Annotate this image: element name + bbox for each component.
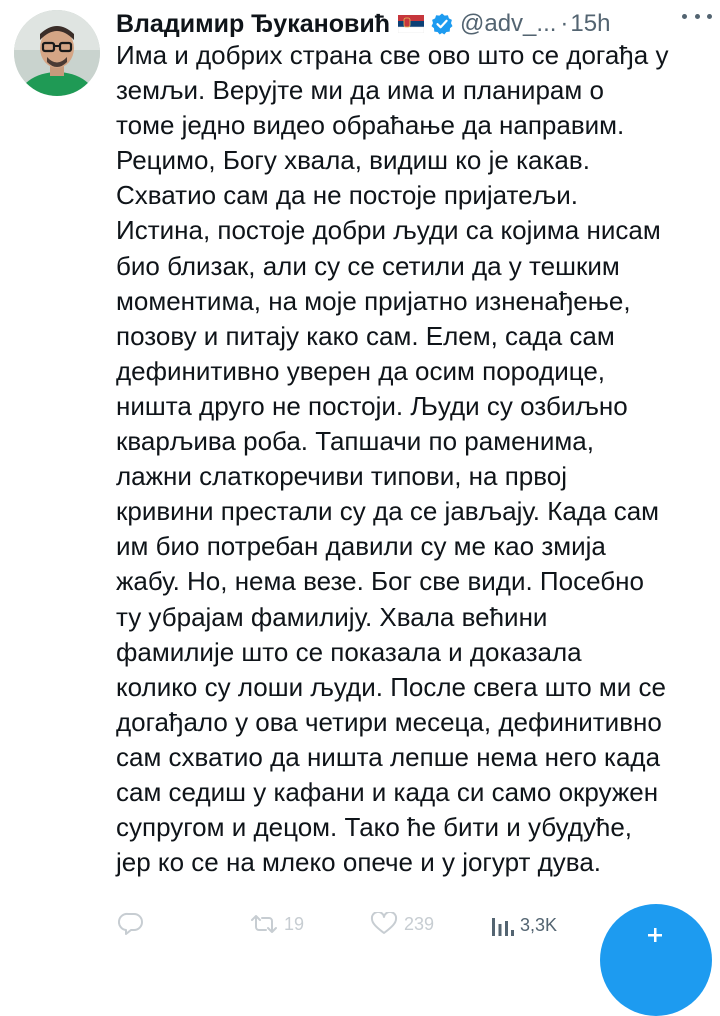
verified-badge-icon [430, 12, 454, 36]
serbian-flag-icon [398, 15, 424, 33]
tweet-text-line: томе једно видео обраћање да направим. [116, 110, 625, 141]
tweet-text-line: догађало у ова четири месеца, дефинитивно [116, 706, 662, 737]
tweet-text-line: жабу. Но, нема везе. Бог све види. Посебно [116, 566, 644, 597]
tweet-text-line: ту убрајам фамилију. Хвала већини [116, 601, 548, 632]
author-handle[interactable]: @adv_... [460, 10, 557, 37]
retweet-icon [250, 912, 278, 936]
tweet-text-line: колико су лоши људи. После свега што ми се [116, 671, 667, 702]
tweet-text-line: позову и питају како сам. Елем, сада сам [116, 320, 615, 351]
reply-button[interactable] [118, 912, 144, 936]
tweet-text-line: сам схватио да ништа лепше нема него када [116, 741, 661, 772]
tweet-text-line: кварљива роба. Тапшачи по раменима, [116, 426, 594, 457]
separator-dot: · [560, 10, 569, 37]
heart-icon [370, 912, 398, 936]
tweet-text-line: кривини престали су да се јављају. Када сам [116, 496, 660, 527]
retweet-count: 19 [284, 913, 305, 934]
tweet-text-line: моментима, на моје пријатно изненађење, [116, 285, 631, 316]
avatar[interactable] [14, 10, 100, 96]
tweet-time[interactable]: 15h [570, 10, 611, 37]
tweet-text-line: Истина, постоје добри људи са којима нисам [116, 215, 661, 246]
tweet-text-line: Схватио сам да не постоје пријатељи. [116, 180, 578, 211]
reply-icon [118, 912, 144, 936]
like-button[interactable] [370, 912, 434, 936]
retweet-button[interactable] [250, 912, 304, 936]
tweet-text-line: земљи. Верујте ми да има и планирам о [116, 75, 604, 106]
tweet-text-line: лажни слаткоречиви типови, на првој [116, 461, 568, 492]
views-count: 3,3K [520, 914, 558, 935]
avatar-image [14, 10, 100, 96]
like-count: 239 [404, 913, 435, 934]
compose-tweet-button[interactable] [600, 904, 712, 1016]
more-options-icon[interactable] [682, 4, 712, 28]
tweet-text [116, 38, 716, 880]
views-icon [490, 912, 514, 938]
views-button[interactable] [490, 912, 557, 938]
tweet-text-line: јер ко се на млеко опече и у јогурт дува. [116, 847, 602, 878]
tweet-text-line: супругом и децом. Тако ће бити и убудуће, [116, 812, 633, 843]
author-name[interactable]: Владимир Ђукановић [116, 9, 390, 38]
tweet-text-line: им био потребан давили су ме као змија [116, 531, 606, 562]
tweet-text-line: фамилије што се показала и доказала [116, 636, 582, 667]
tweet-text-line: Има и добрих страна све ово што се догађа у [116, 40, 669, 70]
tweet-header [116, 8, 706, 40]
tweet-text-line: ништа друго не постоји. Људи су озбиљно [116, 390, 628, 421]
tweet-text-line: сам седиш у кафани и када си само окружен [116, 776, 659, 807]
tweet-text-line: Рецимо, Богу хвала, видиш ко је какав. [116, 145, 590, 176]
plus-icon [648, 928, 662, 942]
tweet-text-line: дефинитивно уверен да осим породице, [116, 355, 605, 386]
tweet-text-line: био близак, али су се сетили да у тешким [116, 250, 620, 281]
